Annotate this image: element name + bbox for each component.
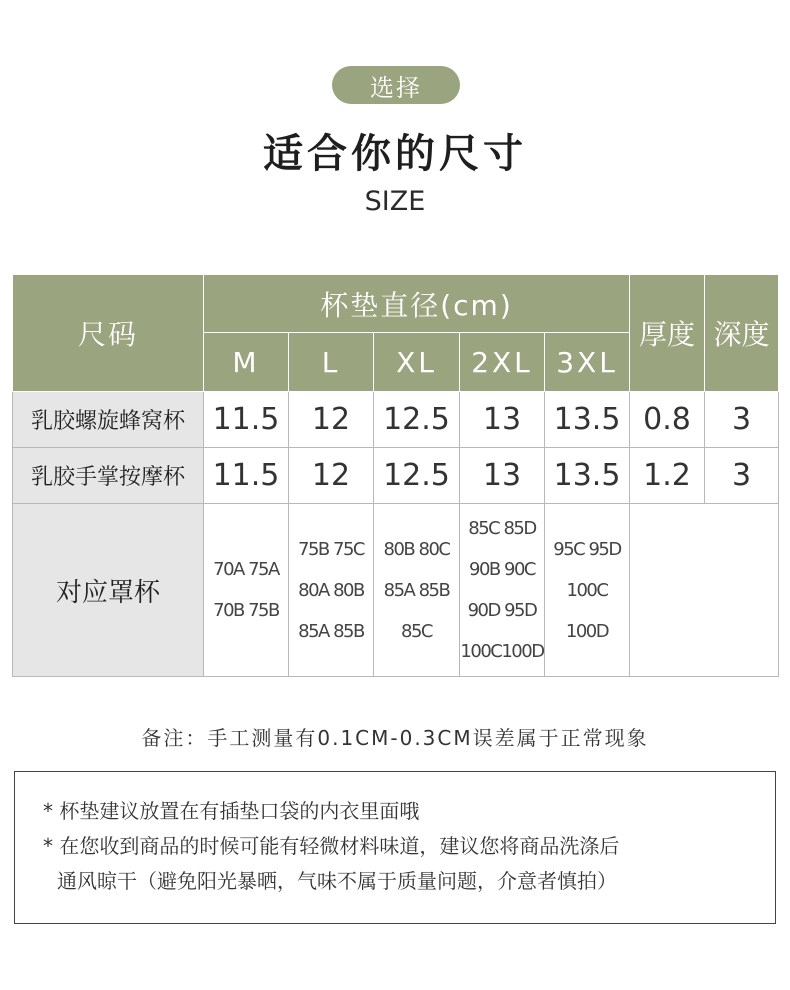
page-subtitle: SIZE [364, 186, 426, 217]
empty-cell [630, 504, 779, 677]
cup-line: 90B 90C [469, 559, 535, 580]
cup-line: 100C [566, 579, 608, 601]
cup-diameter-header: 杯垫直径(cm) [204, 275, 630, 333]
measurement-note: 备注：手工测量有0.1CM-0.3CM误差属于正常现象 [141, 726, 649, 750]
thickness-cell: 0.8 [630, 392, 705, 448]
table-cell: 12.5 [374, 448, 460, 504]
table-cell: 11.5 [204, 392, 289, 448]
cup-line: 100D [565, 620, 609, 642]
cup-line: 80A 80B [298, 579, 364, 601]
cups-row [13, 504, 779, 677]
cup-line: 85C [401, 620, 432, 642]
cups-cell-xl [374, 504, 460, 677]
size-header-l: L [289, 333, 374, 392]
depth-cell: 3 [705, 448, 779, 504]
cup-line: 75B 75C [298, 538, 364, 560]
cup-line: 70A 75A [213, 559, 279, 580]
depth-cell: 3 [705, 392, 779, 448]
table-cell: 11.5 [204, 448, 289, 504]
table-cell: 12 [289, 392, 374, 448]
cup-line: 70B 75B [213, 600, 279, 621]
size-header-3xl: 3XL [545, 333, 630, 392]
tip-line: * 杯垫建议放置在有插垫口袋的内衣里面哦 [43, 799, 420, 823]
cup-line: 90D 95D [467, 600, 537, 621]
row-label: 乳胶螺旋蜂窝杯 [13, 392, 204, 448]
size-header-m: M [204, 333, 289, 392]
cup-line: 85A 85B [298, 620, 364, 642]
cups-cell-3xl [545, 504, 630, 677]
cups-cell-l [289, 504, 374, 677]
cup-line: 95C 95D [553, 538, 621, 560]
table-row [13, 392, 779, 448]
depth-header: 深度 [705, 275, 779, 392]
size-table [12, 274, 779, 677]
cup-line: 100C100D [460, 641, 544, 662]
select-badge: 选择 [332, 66, 460, 104]
table-row [13, 448, 779, 504]
cup-line: 85A 85B [383, 579, 450, 601]
cups-cell-2xl [460, 504, 545, 677]
table-cell: 13 [460, 392, 545, 448]
tip-line: * 在您收到商品的时候可能有轻微材料味道，建议您将商品洗涤后 [43, 834, 620, 858]
table-cell: 12 [289, 448, 374, 504]
thickness-header: 厚度 [630, 275, 705, 392]
row-label: 乳胶手掌按摩杯 [13, 448, 204, 504]
tip-line: 通风晾干（避免阳光暴晒，气味不属于质量问题，介意者慎拍） [57, 869, 617, 893]
page-title: 适合你的尺寸 [263, 131, 527, 177]
table-cell: 13 [460, 448, 545, 504]
table-cell: 13.5 [545, 448, 630, 504]
cups-row-label: 对应罩杯 [13, 504, 204, 677]
size-header-2xl: 2XL [460, 333, 545, 392]
tips-box [14, 771, 776, 924]
thickness-cell: 1.2 [630, 448, 705, 504]
cup-line: 80B 80C [383, 538, 450, 560]
table-cell: 12.5 [374, 392, 460, 448]
cup-line: 85C 85D [468, 518, 536, 539]
size-column-header: 尺码 [13, 275, 204, 392]
cups-cell-m [204, 504, 289, 677]
size-header-xl: XL [374, 333, 460, 392]
table-cell: 13.5 [545, 392, 630, 448]
